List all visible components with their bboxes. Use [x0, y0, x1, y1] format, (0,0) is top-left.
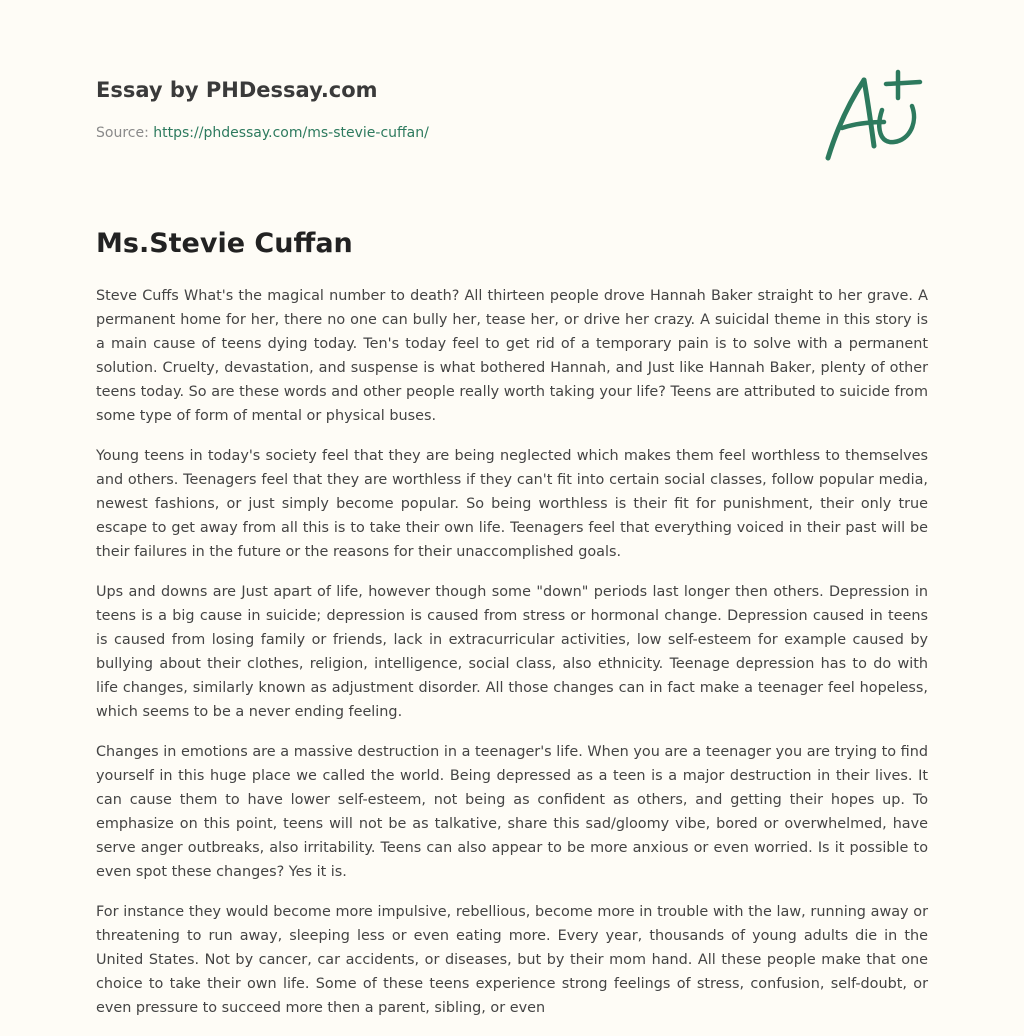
page-header [96, 76, 696, 142]
source-link[interactable]: https://phdessay.com/ms-stevie-cuffan/ [153, 125, 429, 141]
paragraph: Ups and downs are Just apart of life, however though some "down" periods last longer then others. Depression in teens is a big cause in suicide; depression is caused from stress or hormonal change. Depression caused in teens is caused from losing family or friends, lack in extracurricular activities, low self-esteem for example caused by bullying about their clothes, religion, intelligence, social class, also ethnicity. Teenage depression has to do with life changes, similarly known as adjustment disorder. All those changes can in fact make a teenager feel hopeless, which seems to be a never ending feeling. [96, 584, 928, 720]
paragraph: For instance they would become more impulsive, rebellious, become more in trouble with the law, running away or threatening to run away, sleeping less or even eating more. Every year, thousands of young adults die in the United States. Not by cancer, car accidents, or diseases, but by their mom hand. All these people make that one choice to take their own life. Some of these teens experience strong feelings of stress, confusion, self-doubt, or even pressure to succeed more then a parent, sibling, or even [96, 904, 928, 1016]
a-plus-grade-icon [818, 66, 930, 166]
paragraph: Steve Cuffs What's the magical number to death? All thirteen people drove Hannah Baker straight to her grave. A permanent home for her, there no one can bully her, tease her, or drive her crazy. A suicidal theme in this story is a main cause of teens dying today. Ten's today feel to get rid of a temporary pain is to solve with a permanent solution. Cruelty, devastation, and suspense is what bothered Hannah, and Just like Hannah Baker, plenty of other teens today. So are these words and other people really worth taking your life? Teens are attributed to suicide from some type of form of mental or physical buses. [96, 288, 928, 424]
source-label: Source: [96, 125, 149, 141]
essay-body [96, 284, 928, 1036]
site-title: Essay by PHDessay.com [96, 78, 378, 102]
paragraph: Changes in emotions are a massive destruction in a teenager's life. When you are a teenager you are trying to find yourself in this huge place we called the world. Being depressed as a teen is a major destruction in their lives. It can cause them to have lower self-esteem, not being as confident as others, and getting their hopes up. To emphasize on this point, teens will not be as talkative, share this sad/gloomy vibe, bored or overwhelmed, have serve anger outbreaks, also irritability. Teens can also appear to be more anxious or even worried. Is it possible to even spot these changes? Yes it is. [96, 744, 928, 880]
paragraph: Young teens in today's society feel that they are being neglected which makes them feel worthless to themselves and others. Teenagers feel that they are worthless if they can't fit into certain social classes, follow popular media, newest fashions, or just simply become popular. So being worthless is their fit for punishment, their only true escape to get away from all this is to take their own life. Teenagers feel that everything voiced in their past will be their failures in the future or the reasons for their unaccomplished goals. [96, 448, 928, 560]
essay-title: Ms.Stevie Cuffan [96, 228, 353, 259]
source-line [96, 124, 696, 142]
